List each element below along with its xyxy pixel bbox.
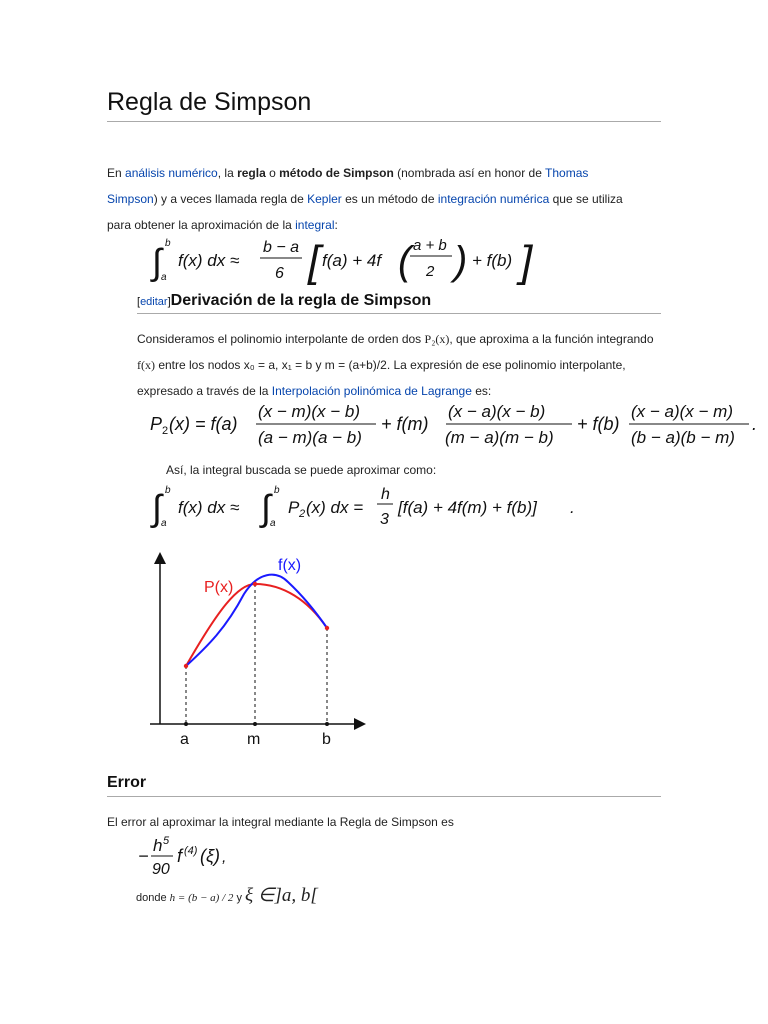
simpson-graph [148, 550, 370, 750]
simpson-rule-svg [150, 232, 535, 288]
svg-text:a + b: a + b [413, 237, 447, 254]
svg-text:b − a: b − a [263, 239, 300, 256]
page-title: Regla de Simpson [107, 88, 312, 116]
section-heading-derivacion [137, 292, 431, 310]
svg-text:a: a [161, 518, 167, 529]
link-integracion-numerica[interactable]: integración numérica [437, 192, 550, 206]
svg-text:f(x) dx ≈: f(x) dx ≈ [178, 498, 240, 517]
svg-text:f: f [177, 846, 183, 866]
error-text: El error al aproximar la integral mediante la Regla de Simpson es [107, 815, 454, 829]
svg-text:h: h [381, 486, 390, 503]
derivacion-text: , que aproxima a la función integrando [449, 332, 654, 346]
curve-px [186, 584, 327, 666]
intro-text: , la [217, 166, 238, 180]
bold-metodo: método de Simpson [279, 166, 394, 180]
formula-lagrange-polynomial [148, 398, 760, 459]
error-divider [107, 796, 661, 797]
svg-text:+ f(m): + f(m) [381, 414, 429, 434]
title-divider [107, 121, 661, 122]
tick-label-b: b [322, 731, 331, 748]
point-b [325, 626, 329, 630]
intro-text: ) y a veces llamada regla de [153, 192, 308, 206]
y-text: y [233, 892, 246, 904]
derivacion-paragraph [137, 326, 657, 404]
svg-text:5: 5 [163, 835, 170, 847]
link-thomas-simpson[interactable]: Thomas Simpson [107, 166, 589, 206]
lagrange-svg [148, 398, 760, 454]
svg-text:(ξ): (ξ) [200, 846, 221, 866]
svg-text:f(a) + 4f: f(a) + 4f [322, 251, 382, 270]
svg-text:(x) = f(a): (x) = f(a) [169, 414, 238, 434]
integral-approx-svg [150, 480, 590, 534]
intro-text: En [107, 166, 126, 180]
poly-p2: P₂(x) [424, 332, 450, 346]
tick-m-dot [253, 722, 257, 726]
svg-text:a: a [161, 272, 167, 283]
svg-text:P: P [288, 498, 300, 517]
link-interpolacion-lagrange[interactable]: Interpolación polinómica de Lagrange [271, 384, 472, 398]
svg-text:−: − [138, 846, 149, 866]
svg-text:+ f(b): + f(b) [577, 414, 620, 434]
error-paragraph [107, 809, 627, 835]
svg-text:(4): (4) [184, 845, 198, 857]
intro-text: (nombrada así en honor de [393, 166, 546, 180]
point-m [253, 582, 257, 586]
donde-text: donde [136, 892, 170, 904]
svg-text:): ) [454, 239, 468, 283]
func-fx: f(x) [137, 358, 155, 372]
svg-text:P: P [150, 414, 163, 434]
derivacion-divider [137, 313, 661, 314]
svg-text:(x − a)(x − b): (x − a)(x − b) [448, 402, 546, 421]
svg-text:90: 90 [152, 861, 170, 878]
svg-text:[f(a) + 4f(m) + f(b)]: [f(a) + 4f(m) + f(b)] [398, 498, 537, 517]
svg-text:.: . [752, 414, 758, 434]
svg-text:(x − m)(x − b): (x − m)(x − b) [258, 402, 361, 421]
svg-text:a: a [270, 518, 276, 529]
intro-paragraph [107, 160, 627, 238]
link-kepler[interactable]: Kepler [307, 192, 342, 206]
derivacion-text: Consideramos el polinomio interpolante de orden dos [137, 332, 425, 346]
svg-text:f(x) dx ≈: f(x) dx ≈ [178, 251, 240, 270]
donde-line [136, 884, 318, 907]
svg-text:6: 6 [275, 265, 284, 282]
svg-text:,: , [222, 849, 227, 866]
formula-error-term [136, 834, 276, 883]
xi-interval: ξ ∈]a, b[ [245, 885, 318, 906]
tick-label-m: m [247, 731, 261, 748]
formula-integral-approx [150, 480, 590, 539]
intro-text: o [265, 166, 280, 180]
svg-text:(a − m)(a − b): (a − m)(a − b) [258, 428, 362, 447]
svg-text:(b − a)(b − m): (b − a)(b − m) [631, 428, 735, 447]
svg-text:(: ( [398, 239, 412, 283]
bold-regla: regla [237, 166, 266, 180]
h-definition: h = (b − a) / 2 [169, 892, 234, 904]
svg-text:(x − a)(x − m): (x − a)(x − m) [631, 402, 734, 421]
svg-text:∫: ∫ [152, 487, 162, 528]
tick-label-a: a [180, 731, 189, 748]
edit-link[interactable] [137, 296, 171, 308]
svg-text:(m − a)(m − b): (m − a)(m − b) [445, 428, 554, 447]
svg-text:3: 3 [380, 511, 389, 528]
svg-text:b: b [165, 238, 171, 249]
edit-bracket-open: [ [137, 296, 141, 308]
intro-text: : [334, 218, 338, 232]
label-px: P(x) [204, 579, 234, 596]
tick-b-dot [325, 722, 329, 726]
intro-text: es un método de [341, 192, 438, 206]
tick-a-dot [184, 722, 188, 726]
section-heading-text: Derivación de la regla de Simpson [170, 292, 432, 309]
link-analisis-numerico[interactable]: análisis numérico [125, 166, 218, 180]
svg-text:(x) dx =: (x) dx = [306, 498, 364, 517]
svg-text:[: [ [308, 237, 321, 286]
error-heading-text: Error [107, 774, 147, 791]
section-heading-error [107, 774, 146, 792]
svg-text:2: 2 [426, 263, 435, 280]
derivacion-text: es: [471, 384, 492, 398]
edit-link-text[interactable]: editar [140, 296, 168, 308]
link-integral[interactable]: integral [295, 218, 335, 232]
edit-bracket-close: ] [167, 296, 171, 308]
svg-text:]: ] [520, 237, 533, 286]
svg-text:2: 2 [299, 508, 306, 520]
svg-text:b: b [274, 485, 280, 496]
svg-text:.: . [570, 498, 575, 517]
svg-text:h: h [153, 836, 163, 855]
svg-text:∫: ∫ [152, 241, 162, 282]
label-fx: f(x) [278, 557, 302, 574]
svg-text:2: 2 [162, 425, 169, 437]
formula-simpson-rule [150, 232, 535, 293]
svg-text:b: b [165, 485, 171, 496]
aproximar-text: Así, la integral buscada se puede aproximar como: [166, 463, 437, 477]
point-a [184, 664, 188, 668]
error-term-svg [136, 834, 276, 878]
svg-text:∫: ∫ [261, 487, 271, 528]
intro-text: que se utiliza para obtener la aproximación de la [107, 192, 623, 232]
derivacion-text: entre los nodos x₀ = a, x₁ = b y m = (a+b)/2. La expresión de ese polinomio interpolante, expresado a través de la [137, 358, 626, 398]
svg-text:+ f(b): + f(b) [472, 251, 513, 270]
